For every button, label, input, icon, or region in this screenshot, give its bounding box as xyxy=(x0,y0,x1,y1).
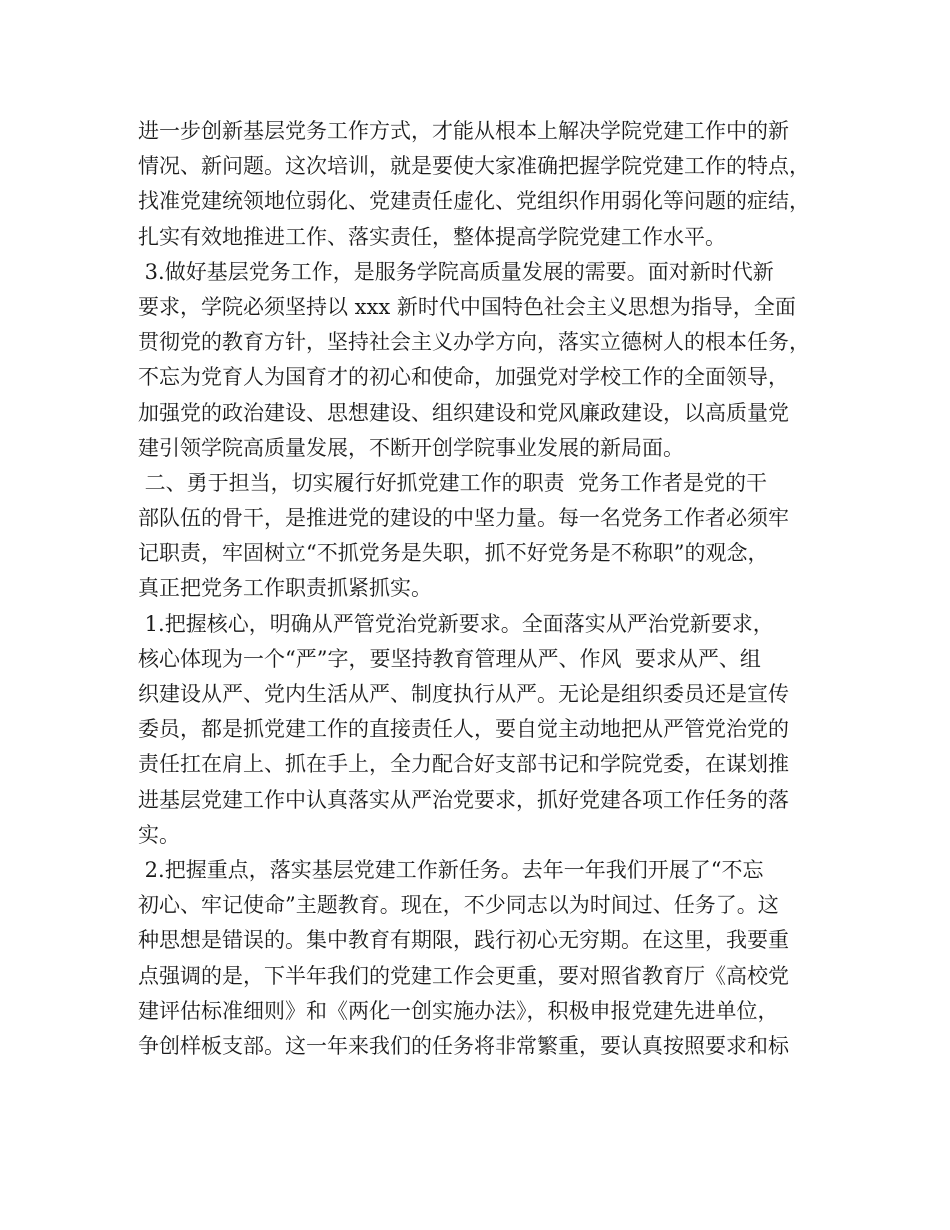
text-line: 实。 xyxy=(138,822,180,847)
text-line: 不忘为党育人为国育才的初心和使命，加强党对学校工作的全面领导， xyxy=(138,365,789,390)
text-line: 建评估标准细则》和《两化一创实施办法》，积极申报党建先进单位， xyxy=(138,998,779,1023)
text-line: 织建设从严、党内生活从严、制度执行从严。无论是组织委员还是宣传 xyxy=(138,682,789,706)
text-line: 真正把党务工作职责抓紧抓实。 xyxy=(138,576,432,601)
text-line: 贯彻党的教育方针，坚持社会主义办学方向，落实立德树人的根本任务， xyxy=(138,330,810,355)
text-line: 1.把握核心，明确从严管党治党新要求。全面落实从严治党新要求， xyxy=(138,611,774,636)
text-line: 2.把握重点，落实基层党建工作新任务。去年一年我们开展了“不忘 xyxy=(138,857,764,882)
text-line: 进一步创新基层党务工作方式，才能从根本上解决学院党建工作中的新 xyxy=(138,119,789,143)
text-line: 3.做好基层党务工作，是服务学院高质量发展的需要。面对新时代新 xyxy=(138,259,774,284)
text-line: 加强党的政治建设、思想建设、组织建设和党风廉政建设，以高质量党 xyxy=(138,400,789,425)
text-line: 种思想是错误的。集中教育有期限，践行初心无穷期。在这里，我要重 xyxy=(138,928,789,953)
text-line: 核心体现为一个“严”字，要坚持教育管理从严、作风 要求从严、组 xyxy=(138,646,761,671)
text-line: 部队伍的骨干，是推进党的建设的中坚力量。每一名党务工作者必须牢 xyxy=(138,506,789,531)
text-line: 记职责，牢固树立“不抓党务是失职，抓不好党务是不称职”的观念， xyxy=(138,541,769,566)
text-line: 找准党建统领地位弱化、党建责任虚化、党组织作用弱化等问题的症结， xyxy=(138,189,810,214)
text-line: 二、勇于担当，切实履行好抓党建工作的职责 党务工作者是党的干 xyxy=(138,470,768,495)
text-line: 扎实有效地推进工作、落实责任，整体提高学院党建工作水平。 xyxy=(138,224,726,249)
text-line: 要求，学院必须坚持以 xxx 新时代中国特色社会主义思想为指导，全面 xyxy=(138,294,796,319)
text-line: 责任扛在肩上、抓在手上，全力配合好支部书记和学院党委，在谋划推 xyxy=(138,752,789,777)
text-line: 争创样板支部。这一年来我们的任务将非常繁重，要认真按照要求和标 xyxy=(138,1033,789,1058)
text-line: 情况、新问题。这次培训，就是要使大家准确把握学院党建工作的特点， xyxy=(138,154,810,179)
body-text xyxy=(138,114,838,1064)
text-line: 点强调的是，下半年我们的党建工作会更重，要对照省教育厅《高校党 xyxy=(138,963,789,988)
text-line: 初心、牢记使命”主题教育。现在，不少同志以为时间过、任务了。这 xyxy=(138,893,779,918)
text-line: 建引领学院高质量发展，不断开创学院事业发展的新局面。 xyxy=(138,435,684,460)
text-line: 进基层党建工作中认真落实从严治党要求，抓好党建各项工作任务的落 xyxy=(138,787,789,812)
text-line: 委员，都是抓党建工作的直接责任人，要自觉主动地把从严管党治党的 xyxy=(138,717,789,742)
